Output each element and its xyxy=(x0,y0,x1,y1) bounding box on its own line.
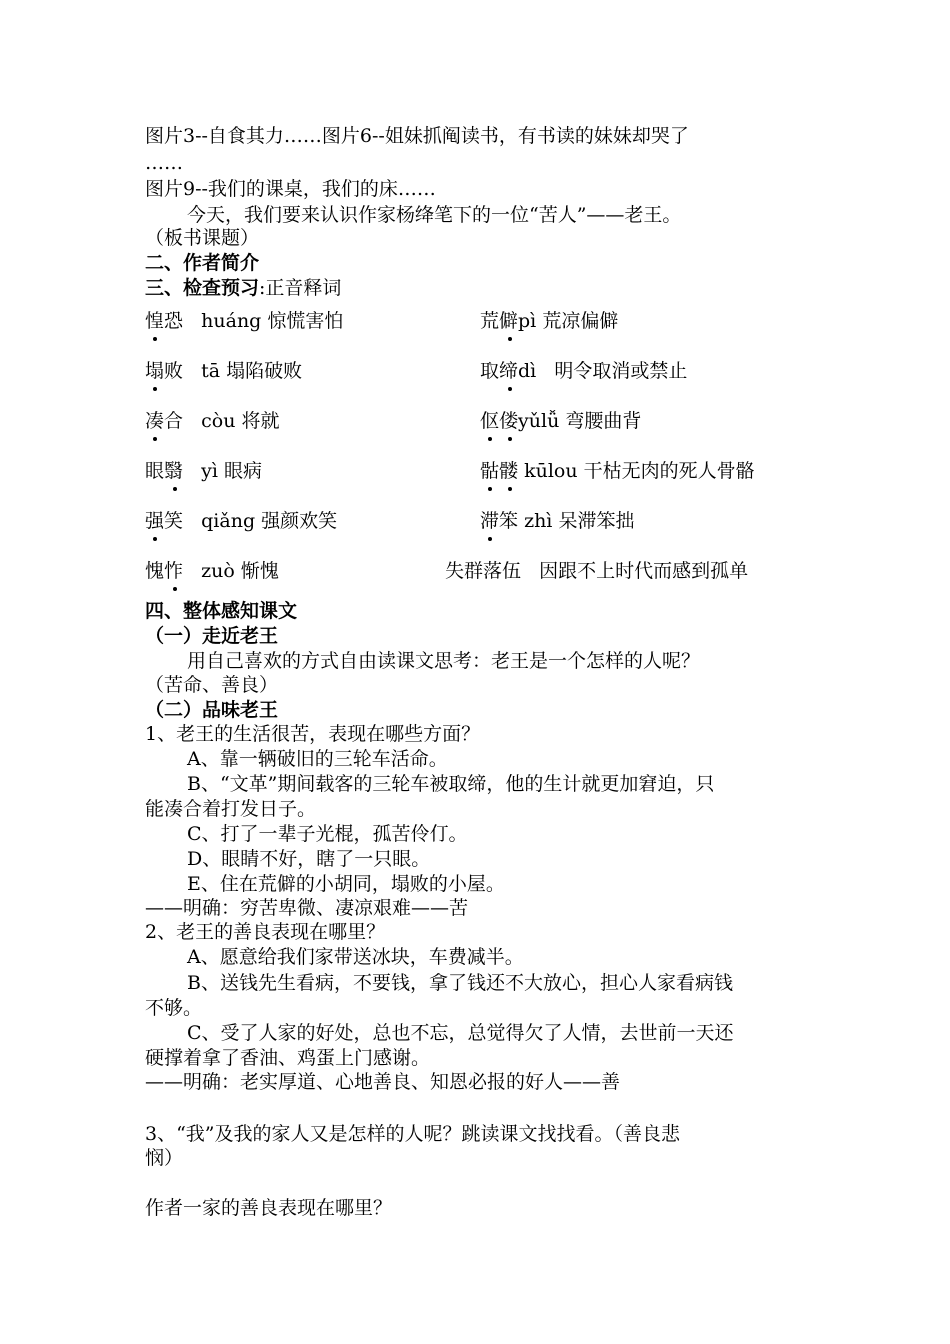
question-3-line-1: 3、“我”及我的家人又是怎样的人呢？跳读课文找找看。（善良悲 xyxy=(145,1123,681,1145)
question-2-answer: ——明确：老实厚道、心地善良、知恩必报的好人——善 xyxy=(145,1071,621,1093)
section-2-heading: 二、作者简介 xyxy=(145,252,260,274)
vocab-row xyxy=(145,406,815,436)
intro-line-1: 图片3--自食其力……图片6--姐妹抓阄读书，有书读的妹妹却哭了 xyxy=(145,125,689,147)
vocab-left: 强笑 qiǎng 强颜欢笑 xyxy=(145,506,337,536)
vocab-right: 伛偻 yǔlǚ 弯腰曲背 xyxy=(480,406,641,436)
emphasis-dot xyxy=(153,337,157,341)
emphasis-dot xyxy=(153,387,157,391)
section-3-subtitle: :正音释词 xyxy=(259,277,342,299)
question-4: 作者一家的善良表现在哪里？ xyxy=(145,1197,393,1219)
intro-line-3: 图片9--我们的课桌，我们的床…… xyxy=(145,178,436,200)
emphasis-dot xyxy=(508,337,512,341)
question-2: 2、老王的善良表现在哪里？ xyxy=(145,921,386,943)
question-1-b-line-2: 能凑合着打发日子。 xyxy=(145,798,317,820)
intro-line-2: …… xyxy=(145,152,183,174)
section-3-heading-line xyxy=(145,276,341,300)
vocab-row xyxy=(145,506,815,536)
vocab-right: 取缔 dì 明令取消或禁止 xyxy=(480,356,687,386)
question-1-d: D、眼睛不好，瞎了一只眼。 xyxy=(187,848,431,870)
section-4-heading: 四、整体感知课文 xyxy=(145,600,298,622)
emphasis-dot xyxy=(508,437,512,441)
emphasis-dot xyxy=(173,487,177,491)
emphasis-dot xyxy=(488,437,492,441)
question-1-c: C、打了一辈子光棍，孤苦伶仃。 xyxy=(187,823,468,845)
intro-line-5: （板书课题） xyxy=(145,227,260,249)
question-1-e: E、住在荒僻的小胡同，塌败的小屋。 xyxy=(187,873,505,895)
part-1-heading: （一）走近老王 xyxy=(145,625,279,647)
vocab-right: 荒僻 pì 荒凉偏僻 xyxy=(480,306,618,336)
question-2-b-line-2: 不够。 xyxy=(145,997,203,1019)
part-1-line-1: 用自己喜欢的方式自由读课文思考：老王是一个怎样的人呢？ xyxy=(187,650,701,672)
section-3-heading: 三、检查预习 xyxy=(145,277,260,299)
emphasis-dot xyxy=(173,587,177,591)
vocab-row xyxy=(145,356,815,386)
question-1-b-line-1: B、“文革”期间载客的三轮车被取缔，他的生计就更加窘迫，只 xyxy=(187,773,715,795)
emphasis-dot xyxy=(153,537,157,541)
emphasis-dot xyxy=(153,437,157,441)
question-2-c-line-1: C、受了人家的好处，总也不忘，总觉得欠了人情，去世前一天还 xyxy=(187,1022,734,1044)
emphasis-dot xyxy=(488,537,492,541)
question-3-line-2: 悯） xyxy=(145,1147,184,1169)
vocab-right: 失群落伍 因跟不上时代而感到孤单 xyxy=(445,560,749,582)
question-2-a: A、愿意给我们家带送冰块，车费减半。 xyxy=(187,946,524,968)
question-1-answer: ——明确：穷苦卑微、凄凉艰难——苦 xyxy=(145,897,469,919)
vocab-right: 滞笨 zhì 呆滞笨拙 xyxy=(480,506,634,536)
question-2-b-line-1: B、送钱先生看病，不要钱，拿了钱还不大放心，担心人家看病钱 xyxy=(187,972,733,994)
vocab-right: 骷髅 kūlou 干枯无肉的死人骨骼 xyxy=(480,456,755,486)
vocab-row xyxy=(145,556,815,586)
emphasis-dot xyxy=(488,487,492,491)
part-2-heading: （二）品味老王 xyxy=(145,699,279,721)
question-2-c-line-2: 硬撑着拿了香油、鸡蛋上门感谢。 xyxy=(145,1047,431,1069)
vocab-left: 塌败 tā 塌陷破败 xyxy=(145,356,302,386)
emphasis-dot xyxy=(508,487,512,491)
vocab-row xyxy=(145,306,815,336)
emphasis-dot xyxy=(508,387,512,391)
question-1-a: A、靠一辆破旧的三轮车活命。 xyxy=(187,748,448,770)
intro-line-4: 今天，我们要来认识作家杨绛笔下的一位“苦人”——老王。 xyxy=(187,204,682,226)
vocab-left: 凑合 còu 将就 xyxy=(145,406,280,436)
vocab-left: 愧怍 zuò 惭愧 xyxy=(145,556,279,586)
part-1-line-2: （苦命、善良） xyxy=(145,674,279,696)
vocab-row xyxy=(145,456,815,486)
vocab-left: 惶恐 huáng 惊慌害怕 xyxy=(145,306,343,336)
question-1: 1、老王的生活很苦，表现在哪些方面？ xyxy=(145,723,481,745)
vocab-left: 眼翳 yì 眼病 xyxy=(145,456,262,486)
